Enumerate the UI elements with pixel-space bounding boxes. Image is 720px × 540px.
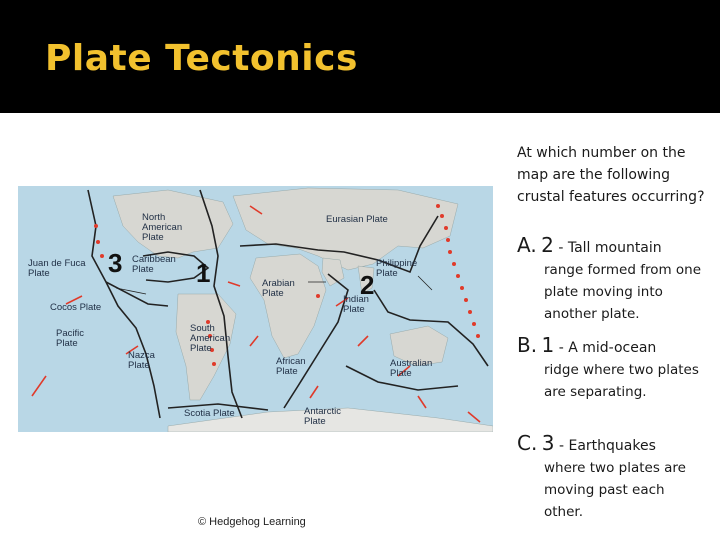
answer-a: A. 2 - Tall mountain range formed from one plate moving into another plate. [517, 233, 702, 322]
indian-plate-label: Indian Plate [343, 294, 369, 315]
marker-one: 1 [196, 258, 211, 288]
eurasian-plate-label: Eurasian Plate [326, 214, 388, 225]
antarctic-plate-label: Antarctic Plate [304, 406, 341, 427]
philippine-plate-label: Philippine Plate [376, 258, 418, 279]
image-credit: © Hedgehog Learning [198, 516, 306, 528]
cocos-plate-label: Cocos Plate [50, 302, 102, 313]
question-panel [517, 142, 707, 520]
juan-de-fuca-plate-label: Juan de Fuca Plate [28, 258, 86, 279]
arabian-plate-label: Arabian Plate [262, 278, 295, 299]
marker-three: 3 [108, 248, 123, 278]
question-text: At which number on the map are the following crustal features occurring? [517, 145, 705, 205]
answer-b: B. 1 - A mid-ocean ridge where two plates are separating. [517, 333, 699, 400]
plate-tectonics-map [18, 186, 493, 432]
pacific-plate-label: Pacific Plate [56, 328, 84, 349]
australian-plate-label: Australian Plate [390, 358, 433, 379]
african-plate-label: African Plate [276, 356, 306, 377]
slide-title: Plate Tectonics [45, 38, 358, 79]
north-american-plate-label: North American Plate [142, 212, 183, 243]
scotia-plate-label: Scotia Plate [184, 408, 235, 419]
south-american-plate-label: South American Plate [190, 323, 231, 354]
answer-c: C. 3 - Earthquakes where two plates are moving past each other. [517, 431, 686, 520]
caribbean-plate-label: Caribbean Plate [132, 254, 176, 275]
nazca-plate-label: Nazca Plate [128, 350, 155, 371]
marker-two: 2 [360, 270, 375, 300]
